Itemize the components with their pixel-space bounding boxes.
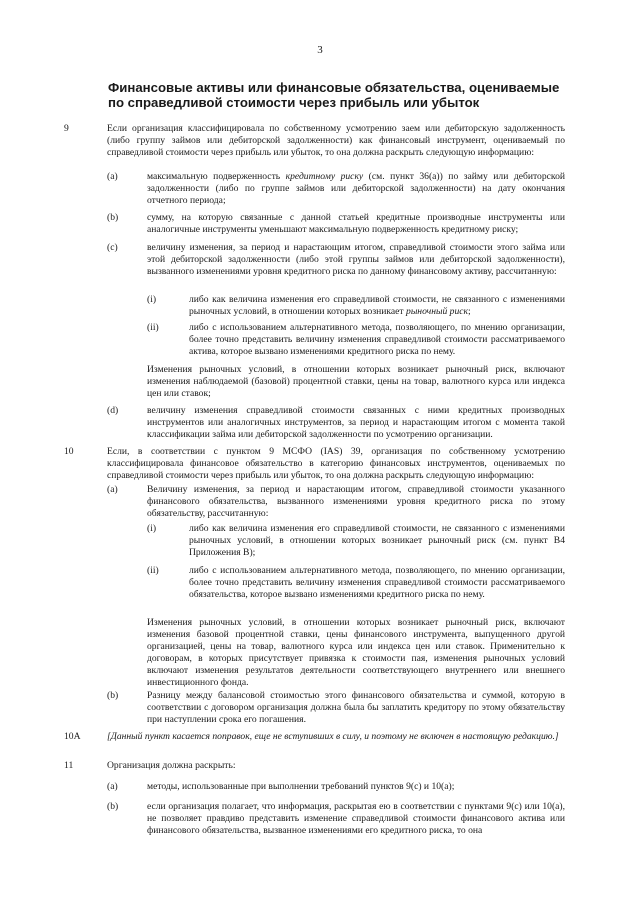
para-10a-note: Изменения рыночных условий, в отношении которых возникает рыночный риск, включают изменения базовой процентной ставки, цены финансового инструмента, выпущенного другой организацией, цены на товар, валютного курса или индекса цен или ставок. Применительно к договорам, в которых присутствует привязка к стоимости пая, изменения рыночных условий включают изменения результатов деятельности соответствующего внутреннего или внешнего инвестиционного фонда.: [147, 617, 565, 688]
para-9c-i-label: (i): [147, 294, 157, 305]
para-9b-label: (b): [107, 212, 119, 223]
para-10b-text: Разницу между балансовой стоимостью этого финансового обязательства и суммой, которую в соответствии с договором организация должна была бы заплатить кредитору по этому обязательству при наступлении срока его погашения.: [147, 690, 565, 725]
para-10a-i-label: (i): [147, 523, 157, 534]
para-9a-label: (a): [107, 171, 118, 182]
para-9c-ii-label: (ii): [147, 322, 159, 333]
para-10a-ii-label: (ii): [147, 565, 159, 576]
para-9d-label: (d): [107, 405, 119, 416]
para-10a-text: Величину изменения, за период и нарастающим итогом, справедливой стоимости указанного финансового обязательства, вызванного изменениями уровня кредитного риска по этому обязательству, рассчитанную:: [147, 484, 565, 519]
para-9c-label: (c): [107, 242, 118, 253]
section-heading: Финансовые активы или финансовые обязательства, оцениваемые по справедливой стоимости через прибыль или убыток: [108, 80, 560, 110]
para-9c-text: величину изменения, за период и нарастающим итогом, справедливой стоимости этого займа или этой дебиторской задолженности (либо этой группы займов или дебиторской задолженности), вызванного изменениями уровня кредитного риска по данному финансовому активу, рассчитанную:: [147, 242, 565, 277]
para-9c-ii-text: либо с использованием альтернативного метода, позволяющего, по мнению организации, более точно представить величину изменения справедливой стоимости рассматриваемого актива, которое вызвано изменениями кредитного риска по нему.: [189, 322, 565, 357]
para-9d-text: величину изменения справедливой стоимости связанных с ними кредитных производных инструментов или аналогичных инструментов, за период и нарастающим итогом с момента такой классификации займа или дебиторской задолженности по усмотрению организации.: [147, 405, 565, 440]
para-11a-text: методы, использованные при выполнении требований пунктов 9(c) и 10(a);: [147, 781, 455, 792]
para-9-number: 9: [64, 123, 69, 134]
para-11a-label: (a): [107, 781, 118, 792]
para-10a-ii-text: либо с использованием альтернативного метода, позволяющего, по мнению организации, более точно представить величину изменения справедливой стоимости рассматриваемого обязательства, которое вызвано изменениями кредитного риска по нему.: [189, 565, 565, 600]
para-9a-text: максимальную подверженность кредитному риску (см. пункт 36(a)) по займу или дебиторской задолженности (либо по группе займов или дебиторской задолженности) на дату окончания отчетного периода;: [147, 171, 565, 206]
para-11-text: Организация должна раскрыть:: [107, 760, 236, 771]
para-10A-number: 10A: [64, 731, 81, 742]
para-10b-label: (b): [107, 690, 119, 701]
para-9c-i-text: либо как величина изменения его справедливой стоимости, не связанного с изменениями рыночных условий, в отношении которых возникает рыночный риск;: [189, 294, 565, 317]
para-11-number: 11: [64, 760, 74, 771]
para-10-text: Если, в соответствии с пунктом 9 МСФО (IAS) 39, организация по собственному усмотрению классифицировала финансовое обязательство в категорию финансовых инструментов, оцениваемых по справедливой стоимости через прибыль или убыток, то она должна раскрыть следующую информацию:: [107, 446, 565, 481]
para-10-number: 10: [64, 446, 74, 457]
page-number: 3: [317, 44, 323, 56]
para-10a-label: (a): [107, 484, 118, 495]
para-10A-text: [Данный пункт касается поправок, еще не вступивших в силу, и поэтому не включен в настоящую редакцию.]: [107, 731, 559, 742]
para-10a-i-text: либо как величина изменения его справедливой стоимости, не связанного с изменениями рыночных условий, в отношении которых возникает рыночный риск (см. пункт B4 Приложения B);: [189, 523, 565, 558]
para-9-text: Если организация классифицировала по собственному усмотрению заем или дебиторскую задолженность (либо группу займов или дебиторской задолженности) как финансовый инструмент, оцениваемый по справедливой стоимости через прибыль или убыток, то она должна раскрыть следующую информацию:: [107, 123, 565, 158]
para-9c-note: Изменения рыночных условий, в отношении которых возникает рыночный риск, включают изменения наблюдаемой (базовой) процентной ставки, цены на товар, валютного курса или индекса цен или ставок;: [147, 364, 565, 399]
para-9b-text: сумму, на которую связанные с данной статьей кредитные производные инструменты или аналогичные инструменты уменьшают максимальную подверженность кредитному риску;: [147, 212, 565, 235]
para-11b-label: (b): [107, 801, 119, 812]
para-11b-text: если организация полагает, что информация, раскрытая ею в соответствии с пунктами 9(c) или 10(a), не позволяет правдиво представить изменение справедливой стоимости финансового актива или финансового обязательства, вызванное изменениями его кредитного риска, то она: [147, 801, 565, 836]
